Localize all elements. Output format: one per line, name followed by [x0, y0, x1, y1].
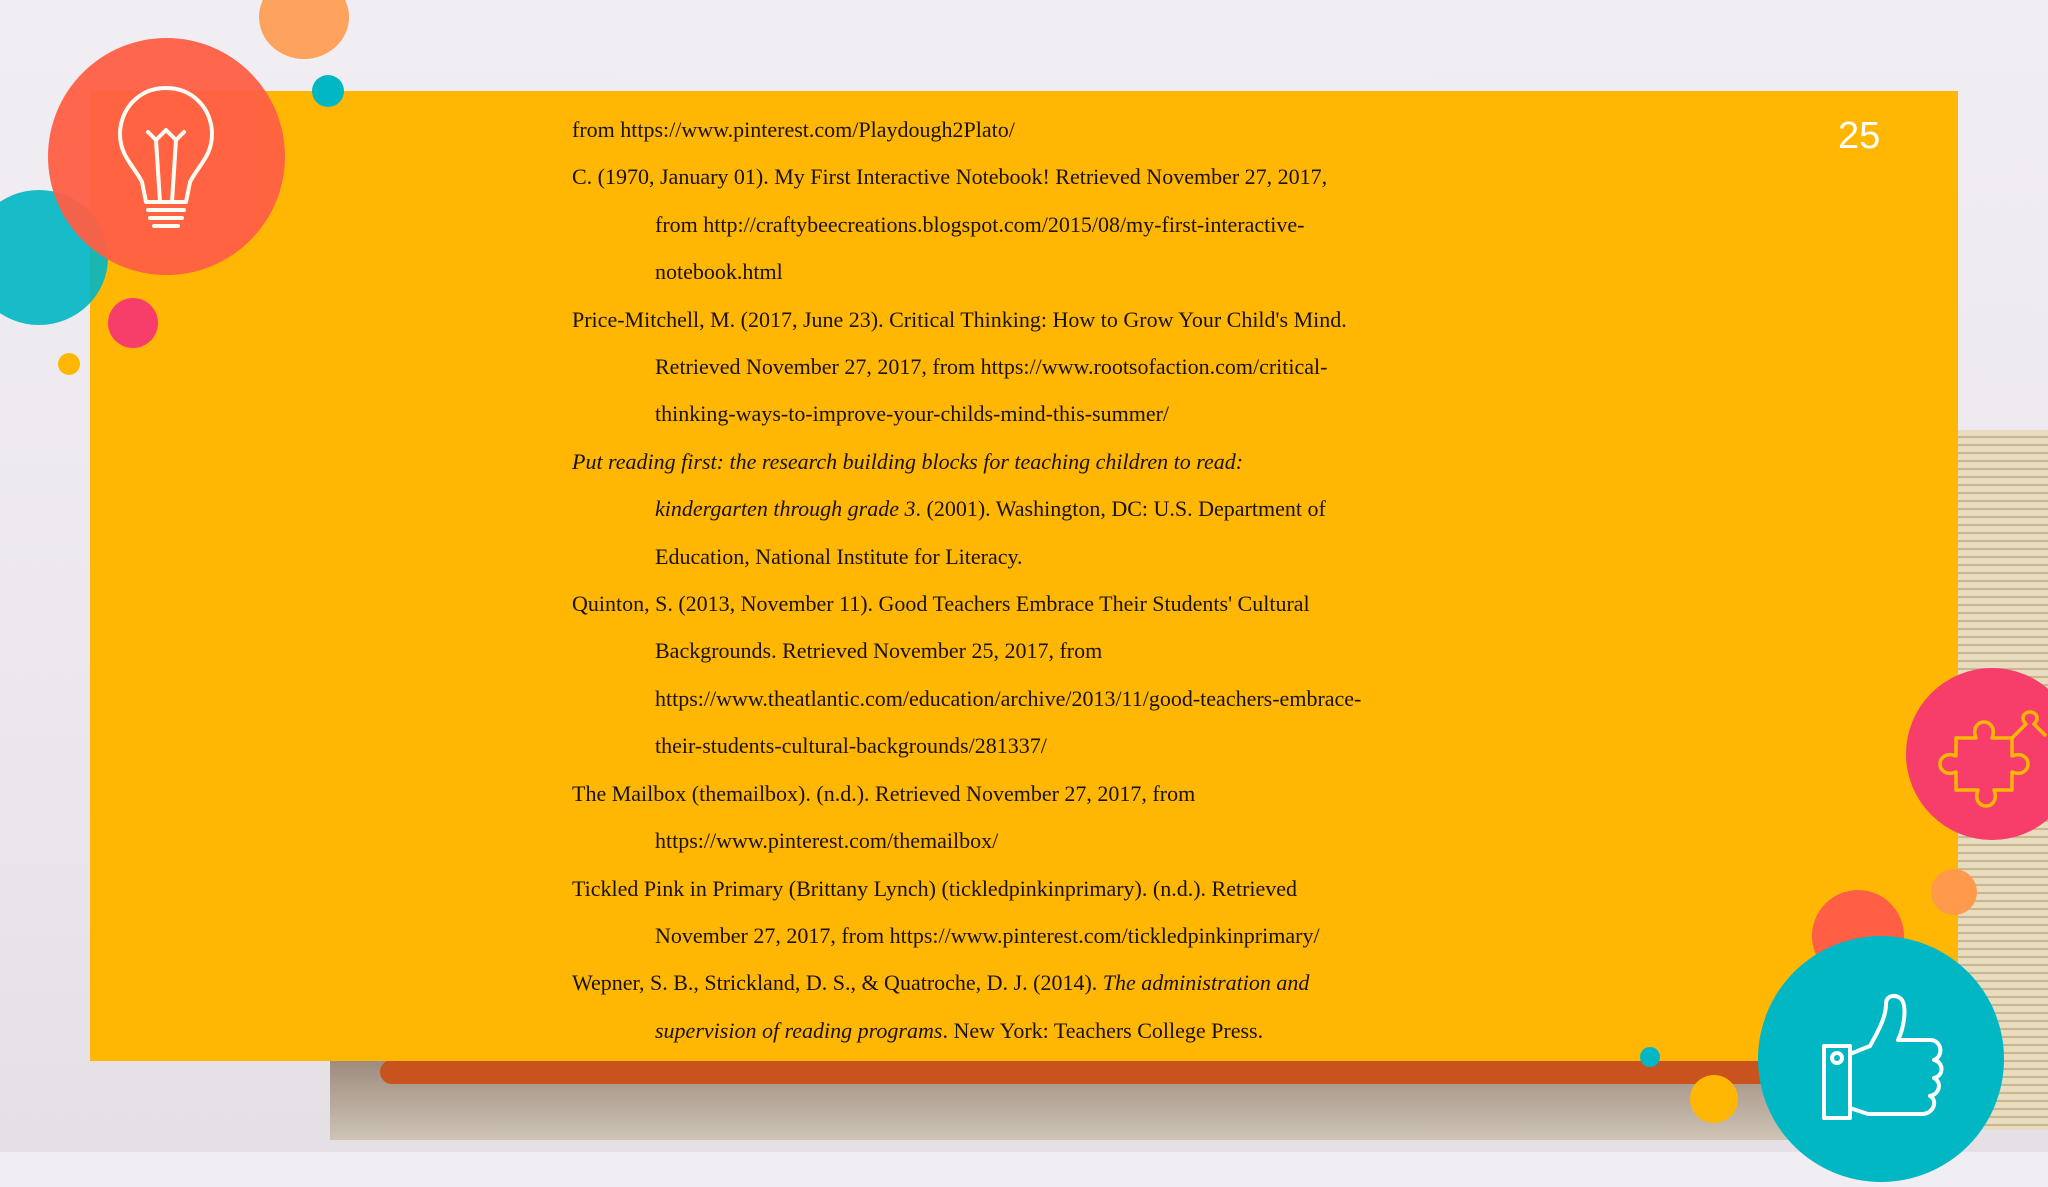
reference-text: Tickled Pink in Primary (Brittany Lynch) (tickledpinkinprimary). (n.d.). Retrieved [572, 875, 1298, 901]
reference-line [572, 106, 1572, 153]
decor-dot [312, 75, 344, 107]
reference-line [572, 865, 1572, 912]
reference-line [572, 343, 1572, 390]
reference-line [572, 438, 1572, 485]
reference-line [572, 627, 1572, 674]
reference-text: November 27, 2017, from https://www.pinterest.com/tickledpinkinprimary/ [655, 922, 1320, 948]
reference-line [572, 248, 1572, 295]
reference-line [572, 770, 1572, 817]
reference-line [572, 959, 1572, 1006]
reference-title-italic: supervision of reading programs [655, 1017, 943, 1043]
reference-text: Retrieved November 27, 2017, from https://www.rootsofaction.com/critical- [655, 354, 1328, 380]
decor-dot [1640, 1047, 1660, 1067]
reference-line [572, 533, 1572, 580]
reference-text: Quinton, S. (2013, November 11). Good Teachers Embrace Their Students' Cultural [572, 591, 1310, 617]
reference-line [572, 817, 1572, 864]
reference-text: from http://craftybeecreations.blogspot.com/2015/08/my-first-interactive- [655, 211, 1305, 237]
reference-text: . (2001). Washington, DC: U.S. Department of [915, 496, 1326, 522]
lightbulb-badge [48, 38, 285, 275]
lightbulb-icon [48, 38, 285, 275]
reference-line [572, 296, 1572, 343]
reference-line [572, 1007, 1572, 1054]
reference-title-italic: kindergarten through grade 3 [655, 496, 916, 522]
reference-list [572, 106, 1572, 1054]
reference-line [572, 485, 1572, 532]
page-number: 25 [1838, 115, 1881, 157]
reference-line [572, 722, 1572, 769]
reference-line [572, 580, 1572, 627]
thumbs-up-badge [1758, 936, 2004, 1182]
thumbs-up-icon [1758, 936, 2004, 1182]
reference-line [572, 675, 1572, 722]
reference-line [572, 201, 1572, 248]
decor-dot [1931, 869, 1977, 915]
reference-text: thinking-ways-to-improve-your-childs-mind-this-summer/ [655, 401, 1170, 427]
reference-title-italic: The administration and [1102, 970, 1310, 996]
reference-text: Education, National Institute for Literacy. [655, 543, 1023, 569]
decor-dot [108, 298, 158, 348]
reference-text: https://www.pinterest.com/themailbox/ [655, 828, 999, 854]
reference-text: https://www.theatlantic.com/education/archive/2013/11/good-teachers-embrace- [655, 685, 1362, 711]
reference-line [572, 912, 1572, 959]
reference-title-italic: Put reading first: the research building blocks for teaching children to read: [572, 448, 1244, 474]
reference-text: Wepner, S. B., Strickland, D. S., & Quatroche, D. J. (2014). [572, 970, 1103, 996]
puzzle-badge [1906, 668, 2048, 840]
reference-text: Price-Mitchell, M. (2017, June 23). Critical Thinking: How to Grow Your Child's Mind. [572, 306, 1347, 332]
reference-text: their-students-cultural-backgrounds/281337/ [655, 733, 1047, 759]
reference-line [572, 153, 1572, 200]
reference-text: . New York: Teachers College Press. [942, 1017, 1264, 1043]
puzzle-icon [1906, 668, 2048, 840]
reference-line [572, 390, 1572, 437]
reference-text: The Mailbox (themailbox). (n.d.). Retrieved November 27, 2017, from [572, 780, 1196, 806]
reference-text: from https://www.pinterest.com/Playdough2Plato/ [572, 117, 1015, 142]
reference-text: Backgrounds. Retrieved November 25, 2017, from [655, 638, 1103, 664]
book-spine [380, 1060, 1780, 1084]
decor-dot [58, 353, 80, 375]
reference-text: notebook.html [655, 259, 783, 285]
decor-dot [1690, 1075, 1738, 1123]
reference-text: C. (1970, January 01). My First Interactive Notebook! Retrieved November 27, 2017, [572, 164, 1328, 190]
